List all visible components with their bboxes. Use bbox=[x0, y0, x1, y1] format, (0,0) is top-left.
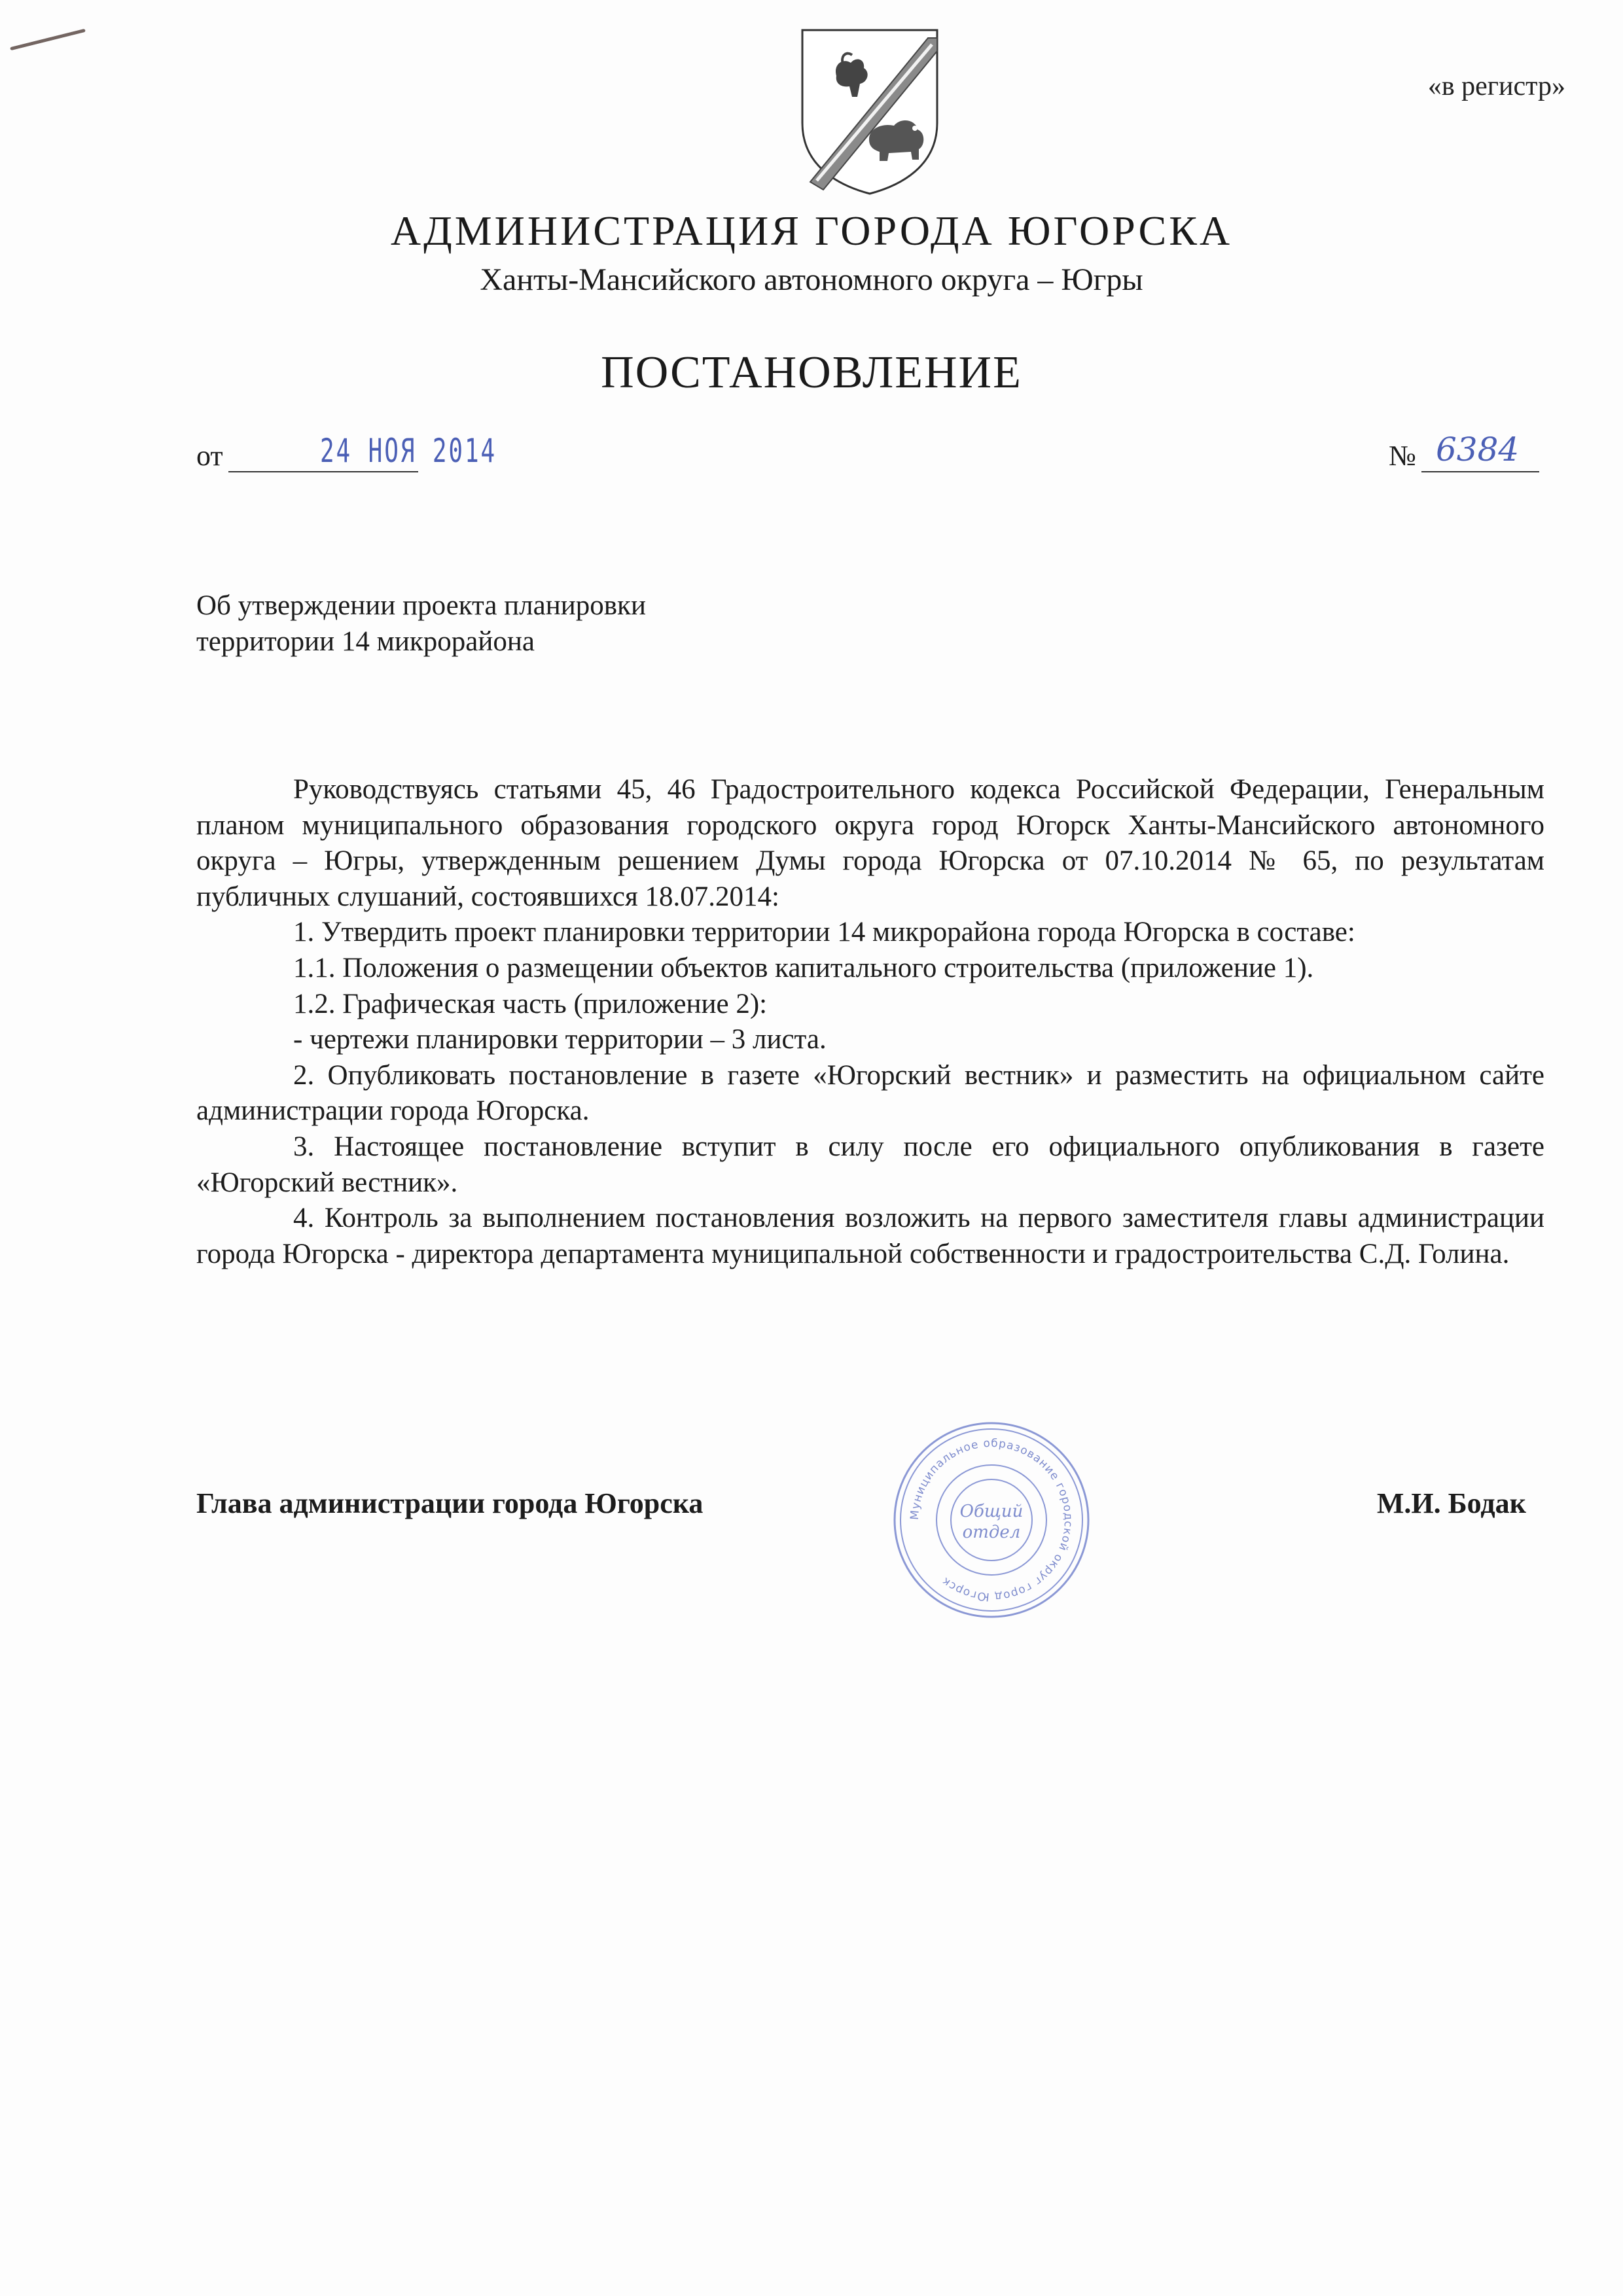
seal-center-line: отдел bbox=[962, 1523, 1021, 1542]
subject-line: территории 14 микрорайона bbox=[196, 626, 535, 658]
date-stamp: 24 НОЯ 2014 bbox=[319, 432, 497, 470]
document-number-line bbox=[1389, 431, 1539, 472]
clause-1-2-sub: - чертежи планировки территории – 3 листа. bbox=[293, 1024, 827, 1055]
seal-ring-text: Муниципальное образование городской округ город Югорск bbox=[908, 1436, 1075, 1604]
handwritten-number: 6384 bbox=[1436, 431, 1520, 468]
organization-name: АДМИНИСТРАЦИЯ ГОРОДА ЮГОРСКА bbox=[390, 207, 1233, 254]
clause-1: 1. Утвердить проект планировки территории 14 микрорайона города Югорска в составе: bbox=[293, 917, 1355, 948]
signatory-position: Глава администрации города Югорска bbox=[196, 1487, 704, 1519]
document-type-title: ПОСТАНОВЛЕНИЕ bbox=[601, 347, 1022, 398]
document-body bbox=[196, 772, 1544, 1273]
seal-center-line: Общий bbox=[959, 1502, 1024, 1521]
clause-2: 2. Опубликовать постановление в газете «Югорский вестник» и разместить на официальном сайте администрации города Югорска. bbox=[196, 1059, 1544, 1127]
scan-pen-mark bbox=[10, 29, 86, 50]
clause-3: 3. Настоящее постановление вступит в силу после его официального опубликования в газете «Югорский вестник». bbox=[196, 1131, 1544, 1198]
number-field bbox=[1421, 431, 1539, 472]
subject-line: Об утверждении проекта планировки bbox=[196, 590, 646, 621]
coat-of-arms-emblem bbox=[797, 25, 942, 196]
date-field bbox=[228, 432, 497, 472]
signatory-name: М.И. Бодак bbox=[1376, 1487, 1526, 1519]
clause-1-1: 1.1. Положения о размещении объектов капитального строительства (приложение 1). bbox=[293, 953, 1314, 984]
clause-4: 4. Контроль за выполнением постановления возложить на первого заместителя главы администрации города Югорска - директора департамента муниципальной собственности и градостроительства С.Д. Голина. bbox=[196, 1203, 1544, 1269]
document-subject bbox=[196, 588, 646, 660]
registry-note: «в регистр» bbox=[1427, 71, 1565, 101]
signature-block bbox=[196, 1487, 1526, 1520]
official-seal bbox=[890, 1419, 1093, 1621]
number-prefix: № bbox=[1389, 440, 1416, 472]
date-prefix: от bbox=[196, 440, 223, 472]
preamble-paragraph: Руководствуясь статьями 45, 46 Градостроительного кодекса Российской Федерации, Генеральным планом муниципального образования городского округа город Югорск Ханты-Мансийского автономного округа – Югры, утвержденным решением Думы города Югорска от 07.10.2014 № 65, по результатам публичных слушаний, состоявшихся 18.07.2014: bbox=[196, 774, 1544, 912]
document-header bbox=[0, 208, 1623, 298]
organization-region: Ханты-Мансийского автономного округа – Югры bbox=[480, 262, 1143, 298]
date-line bbox=[196, 432, 497, 472]
clause-1-2: 1.2. Графическая часть (приложение 2): bbox=[293, 988, 768, 1019]
